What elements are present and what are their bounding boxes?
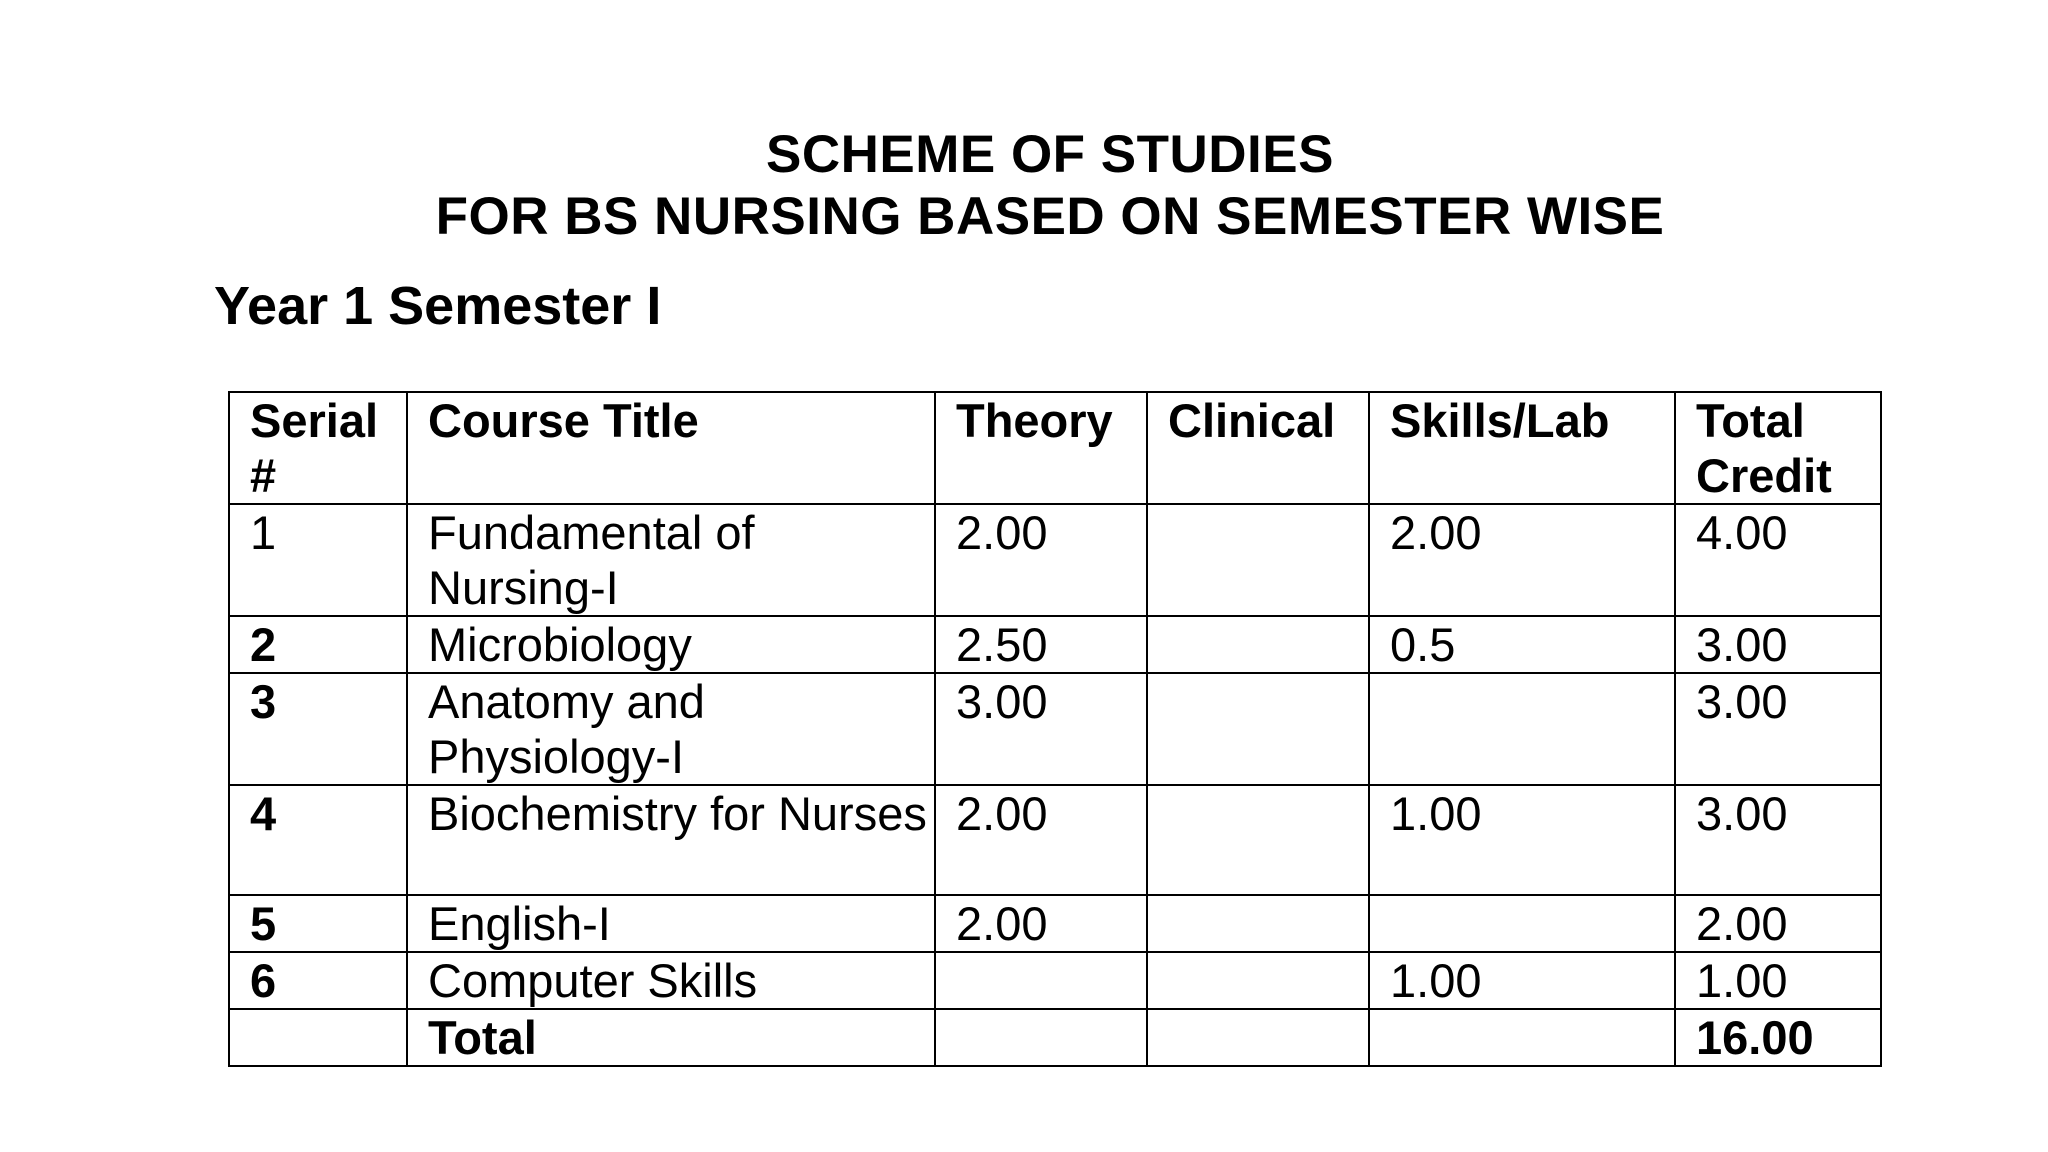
cell-clinical (1147, 895, 1369, 952)
header-course-title: Course Title (407, 392, 935, 504)
cell-clinical (1147, 616, 1369, 673)
cell-total-credit: 3.00 (1675, 616, 1881, 673)
cell-theory: 2.00 (935, 785, 1147, 895)
cell-total-credit: 3.00 (1675, 673, 1881, 785)
cell-serial: 2 (229, 616, 407, 673)
cell-theory (935, 1009, 1147, 1066)
cell-serial (229, 1009, 407, 1066)
header-theory: Theory (935, 392, 1147, 504)
cell-clinical (1147, 504, 1369, 616)
table-row (229, 673, 1881, 785)
cell-clinical (1147, 1009, 1369, 1066)
cell-serial: 3 (229, 673, 407, 785)
cell-skills-lab (1369, 895, 1675, 952)
cell-serial: 1 (229, 504, 407, 616)
table-row (229, 952, 1881, 1009)
document-title (0, 124, 2048, 248)
cell-course-title: English-I (407, 895, 935, 952)
cell-theory (935, 952, 1147, 1009)
cell-theory: 3.00 (935, 673, 1147, 785)
table-row (229, 785, 1881, 895)
cell-course-title: Microbiology (407, 616, 935, 673)
cell-course-title: Biochemistry for Nurses (407, 785, 935, 895)
cell-clinical (1147, 673, 1369, 785)
cell-skills-lab: 1.00 (1369, 952, 1675, 1009)
cell-serial: 4 (229, 785, 407, 895)
cell-total-credit: 3.00 (1675, 785, 1881, 895)
semester-heading: Year 1 Semester I (214, 276, 662, 336)
cell-serial: 6 (229, 952, 407, 1009)
cell-theory: 2.50 (935, 616, 1147, 673)
cell-skills-lab: 0.5 (1369, 616, 1675, 673)
cell-theory: 2.00 (935, 504, 1147, 616)
header-total-credit: Total Credit (1675, 392, 1881, 504)
header-serial: Serial # (229, 392, 407, 504)
header-clinical: Clinical (1147, 392, 1369, 504)
cell-serial: 5 (229, 895, 407, 952)
cell-clinical (1147, 952, 1369, 1009)
table-row (229, 504, 1881, 616)
cell-total-credit: 2.00 (1675, 895, 1881, 952)
cell-skills-lab: 1.00 (1369, 785, 1675, 895)
table-row (229, 616, 1881, 673)
cell-skills-lab (1369, 1009, 1675, 1066)
scheme-table (228, 391, 1882, 1067)
total-label: Total (407, 1009, 935, 1066)
table-header-row (229, 392, 1881, 504)
title-line-2: FOR BS NURSING BASED ON SEMESTER WISE (435, 187, 1665, 246)
cell-course-title: Computer Skills (407, 952, 935, 1009)
cell-total-credit: 1.00 (1675, 952, 1881, 1009)
table-row (229, 895, 1881, 952)
cell-skills-lab: 2.00 (1369, 504, 1675, 616)
table-total-row (229, 1009, 1881, 1066)
title-line-1: SCHEME OF STUDIES (765, 125, 1334, 184)
cell-course-title: Fundamental of Nursing-I (407, 504, 935, 616)
cell-total-credit: 4.00 (1675, 504, 1881, 616)
header-skills-lab: Skills/Lab (1369, 392, 1675, 504)
cell-course-title: Anatomy and Physiology-I (407, 673, 935, 785)
total-credit-value: 16.00 (1675, 1009, 1881, 1066)
cell-theory: 2.00 (935, 895, 1147, 952)
cell-clinical (1147, 785, 1369, 895)
cell-skills-lab (1369, 673, 1675, 785)
